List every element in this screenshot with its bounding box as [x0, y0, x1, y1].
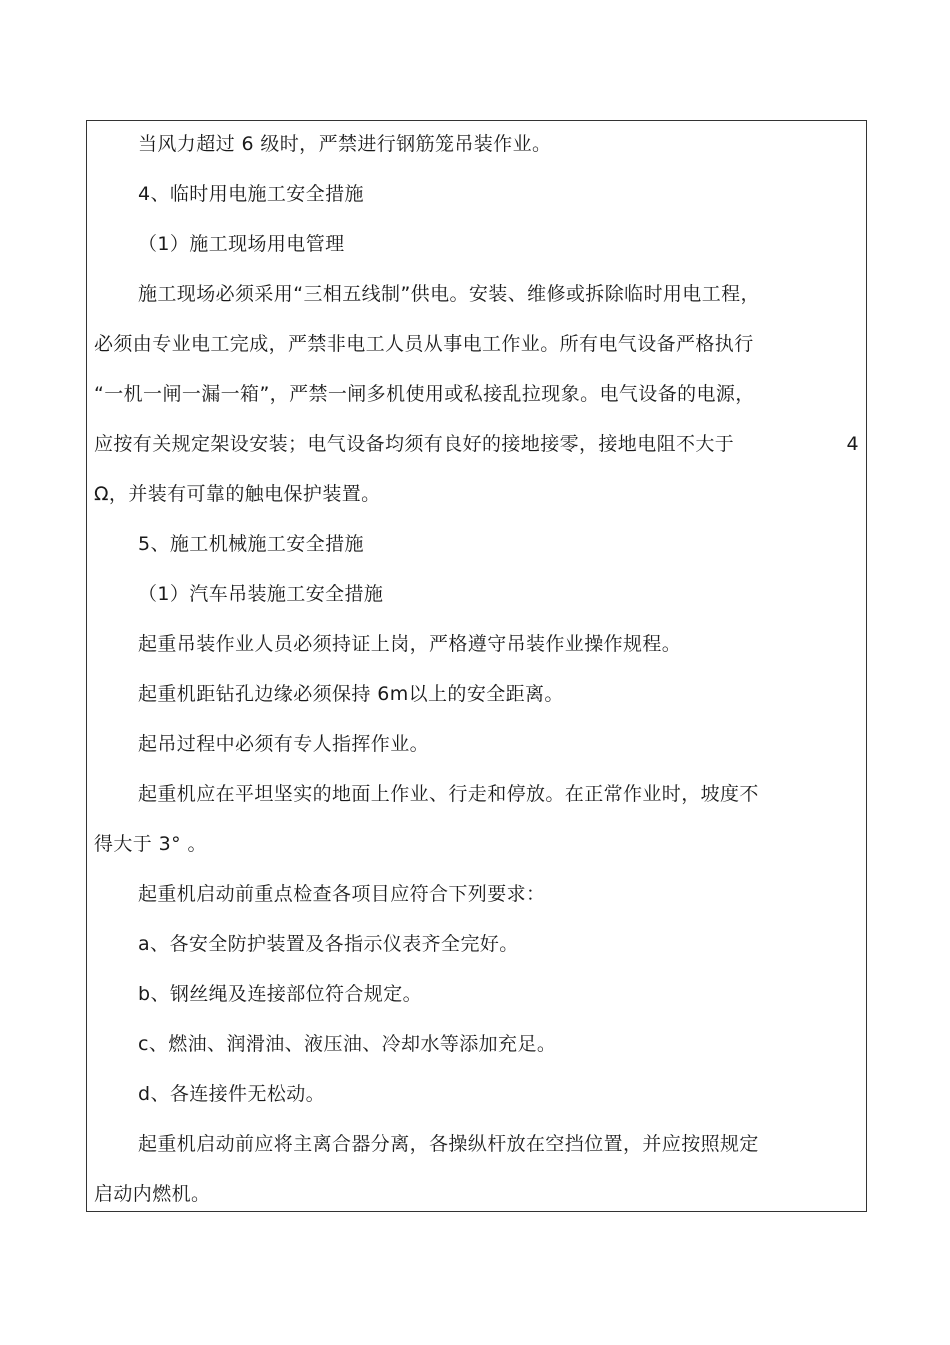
paragraph-text: 应按有关规定架设安装；电气设备均须有良好的接地接零，接地电阻不大于 — [94, 433, 735, 455]
paragraph-line — [87, 429, 875, 459]
section-heading: 4、临时用电施工安全措施 — [138, 183, 364, 205]
paragraph-line: Ω，并装有可靠的触电保护装置。 — [94, 483, 381, 505]
paragraph-line: 起重机应在平坦坚实的地面上作业、行走和停放。在正常作业时，坡度不 — [138, 783, 759, 805]
list-item: b、钢丝绳及连接部位符合规定。 — [138, 983, 423, 1005]
list-item: d、各连接件无松动。 — [138, 1083, 326, 1105]
paragraph-line: 必须由专业电工完成，严禁非电工人员从事电工作业。所有电气设备严格执行 — [94, 333, 754, 355]
section-heading: 5、施工机械施工安全措施 — [138, 533, 364, 555]
paragraph-line: 当风力超过 6 级时，严禁进行钢筋笼吊装作业。 — [138, 133, 552, 155]
paragraph-line: 起重机启动前重点检查各项目应符合下列要求： — [138, 883, 546, 905]
trailing-number: 4 — [846, 433, 859, 455]
paragraph-line: “一机一闸一漏一箱”，严禁一闸多机使用或私接乱拉现象。电气设备的电源， — [94, 383, 755, 405]
list-item: a、各安全防护装置及各指示仪表齐全完好。 — [138, 933, 519, 955]
document-frame — [86, 120, 867, 1212]
paragraph-line: 起吊过程中必须有专人指挥作业。 — [138, 733, 430, 755]
paragraph-line: 起重机距钻孔边缘必须保持 6m以上的安全距离。 — [138, 683, 564, 705]
paragraph-line: 起重机启动前应将主离合器分离，各操纵杆放在空挡位置，并应按照规定 — [138, 1133, 759, 1155]
subsection-heading: （1）施工现场用电管理 — [138, 233, 345, 255]
list-item: c、燃油、润滑油、液压油、冷却水等添加充足。 — [138, 1033, 557, 1055]
paragraph-line: 施工现场必须采用“三相五线制”供电。安装、维修或拆除临时用电工程， — [138, 283, 760, 305]
paragraph-line: 起重吊装作业人员必须持证上岗，严格遵守吊装作业操作规程。 — [138, 633, 682, 655]
paragraph-line: 启动内燃机。 — [94, 1183, 211, 1205]
subsection-heading: （1）汽车吊装施工安全措施 — [138, 583, 384, 605]
paragraph-line: 得大于 3° 。 — [94, 833, 207, 855]
